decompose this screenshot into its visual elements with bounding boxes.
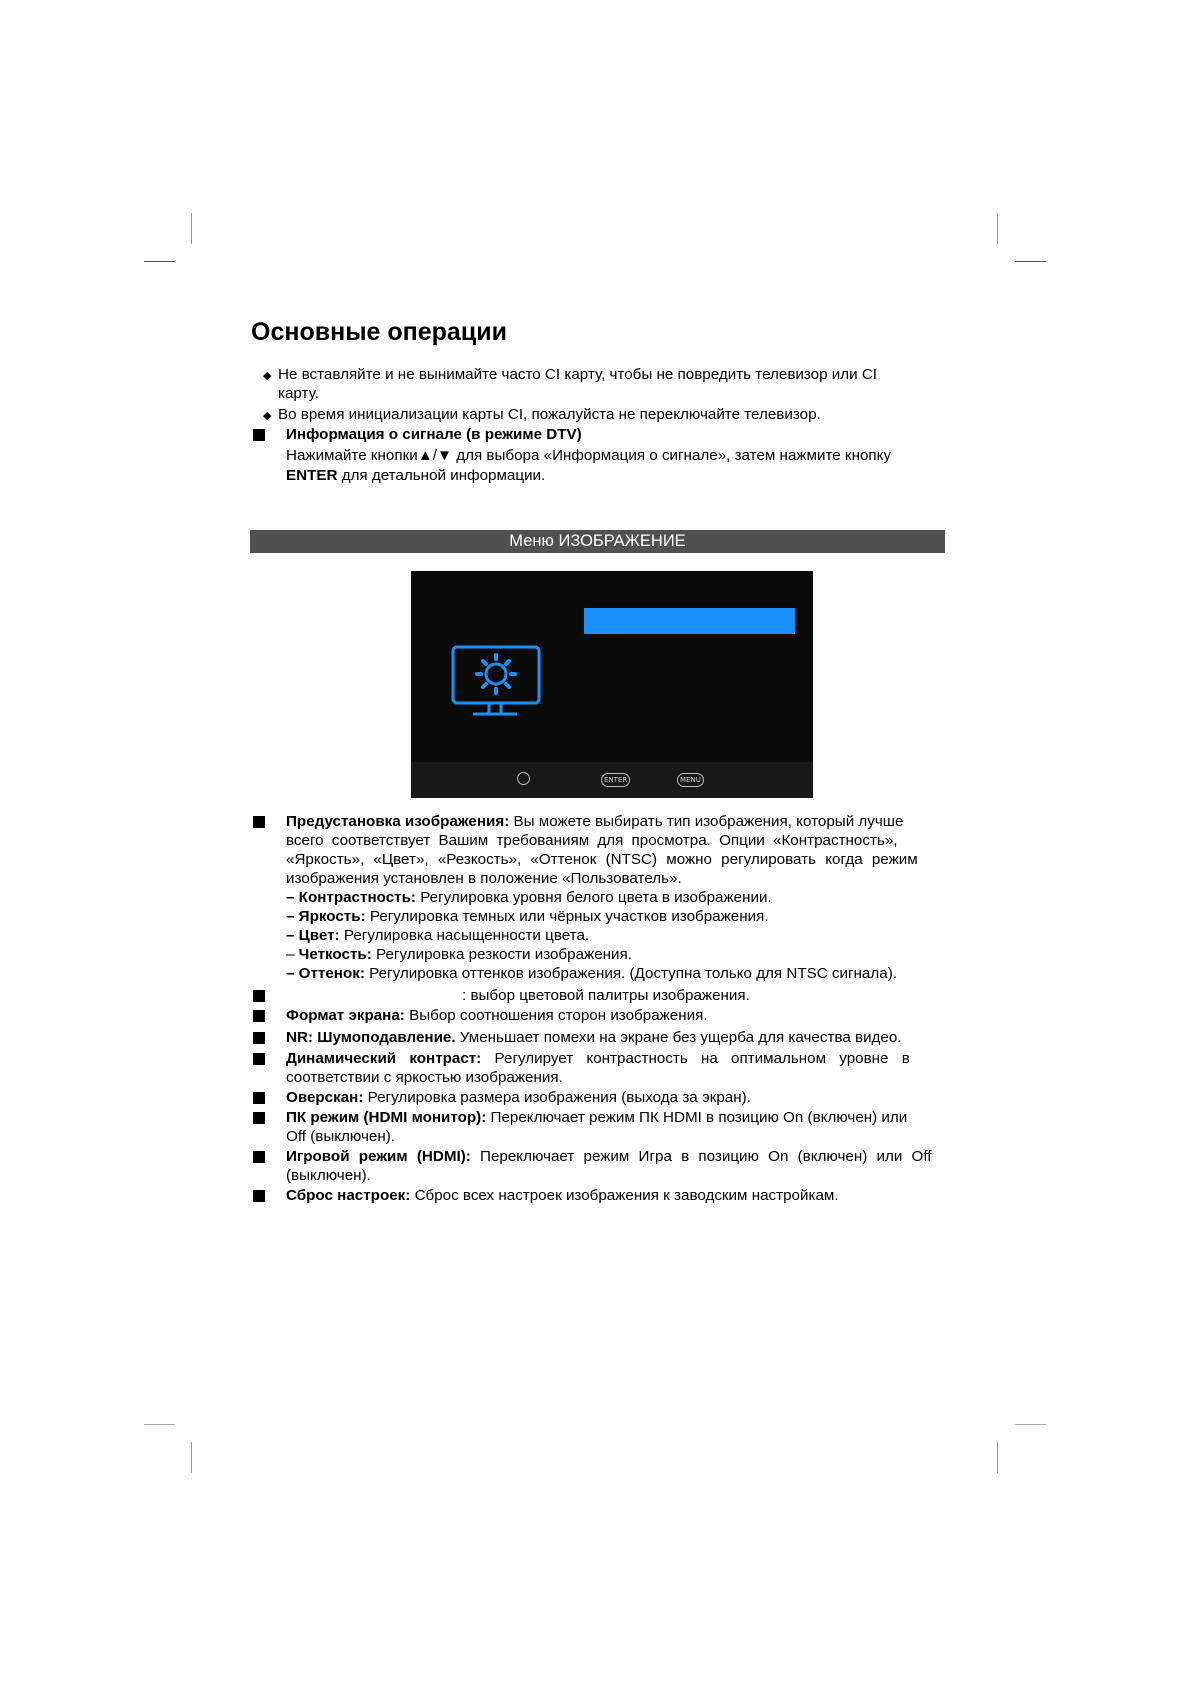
intro-bullet-1-cont: карту. [278,385,319,402]
square-bullet-icon [253,1112,265,1124]
item-reset: Сброс настроек: Сброс всех настроек изображения к заводским настройкам. [286,1187,839,1204]
square-bullet-icon [253,1032,265,1044]
intro-bullet-1: Не вставляйте и не вынимайте часто CI карту, чтобы не повредить телевизор или CI [278,366,878,383]
item-overscan: Оверскан: Регулировка размера изображения (выхода за экран). [286,1089,751,1106]
page-title: Основные операции [251,318,507,346]
navigation-icon [517,772,530,785]
crop-mark [997,213,998,244]
item-color-palette: : выбор цветовой палитры изображения. [462,987,750,1004]
preset-line-2: всего соответствует Вашим требованиям для просмотра. Опции «Контрастность», [286,832,898,849]
preset-line-4: изображения установлен в положение «Пользователь». [286,870,682,887]
preset-sub-color: – Цвет: Регулировка насыщенности цвета. [286,927,590,944]
square-bullet-icon [253,1092,265,1104]
menu-footer-bar [411,762,813,798]
item-pc-mode: ПК режим (HDMI монитор): Переключает режим ПК HDMI в позицию On (включен) или [286,1109,908,1126]
preset-sub-contrast: – Контрастность: Регулировка уровня белого цвета в изображении. [286,889,772,906]
item-dynamic-contrast: Динамический контраст: Регулирует контрастность на оптимальном уровне в [286,1050,910,1067]
menu-button-icon: MENU [677,773,704,787]
crop-mark [1015,1424,1046,1425]
signal-info-heading: Информация о сигнале (в режиме DTV) [286,426,582,443]
preset-sub-sharpness: – Четкость: Регулировка резкости изображения. [286,946,632,963]
signal-info-text-2: ENTER для детальной информации. [286,467,546,484]
square-bullet-icon [253,1151,265,1163]
preset-sub-brightness: – Яркость: Регулировка темных или чёрных участков изображения. [286,908,769,925]
square-bullet-icon [253,816,265,828]
crop-mark [144,1424,175,1425]
item-pc-mode-cont: Off (выключен). [286,1128,395,1145]
crop-mark [144,261,175,262]
crop-mark [1015,261,1046,262]
preset-line-3: «Яркость», «Цвет», «Резкость», «Оттенок (NTSC) можно регулировать когда режим [286,851,918,868]
monitor-brightness-icon [451,645,541,722]
enter-key-label: ENTER [286,467,338,484]
signal-info-text: Нажимайте кнопки▲/▼ для выбора «Информация о сигнале», затем нажмите кнопку [286,447,892,464]
item-game-mode: Игровой режим (HDMI): Переключает режим Игра в позицию On (включен) или Off [286,1148,932,1165]
square-bullet-icon [253,1010,265,1022]
preset-line-1: Предустановка изображения: Вы можете выбирать тип изображения, который лучше [286,813,904,830]
square-bullet-icon [253,1053,265,1065]
item-dynamic-contrast-cont: соответствии с яркостью изображения. [286,1069,563,1086]
crop-mark [997,1442,998,1473]
intro-bullet-2: Во время инициализации карты CI, пожалуйста не переключайте телевизор. [278,406,821,423]
crop-mark [191,213,192,244]
diamond-bullet-icon: ◆ [263,410,272,422]
crop-mark [191,1442,192,1473]
item-game-mode-cont: (выключен). [286,1167,371,1184]
enter-button-icon: ENTER [601,773,630,787]
preset-sub-tint: – Оттенок: Регулировка оттенков изображения. (Доступна только для NTSC сигнала). [286,965,897,982]
square-bullet-icon [253,429,265,441]
item-nr: NR: Шумоподавление. Уменьшает помехи на экране без ущерба для качества видео. [286,1029,902,1046]
square-bullet-icon [253,1190,265,1202]
square-bullet-icon [253,990,265,1002]
diamond-bullet-icon: ◆ [263,370,272,382]
section-banner: Меню ИЗОБРАЖЕНИЕ [250,530,945,553]
tv-menu-screenshot [411,571,813,798]
item-aspect: Формат экрана: Выбор соотношения сторон изображения. [286,1007,708,1024]
menu-highlight-bar [584,608,795,634]
